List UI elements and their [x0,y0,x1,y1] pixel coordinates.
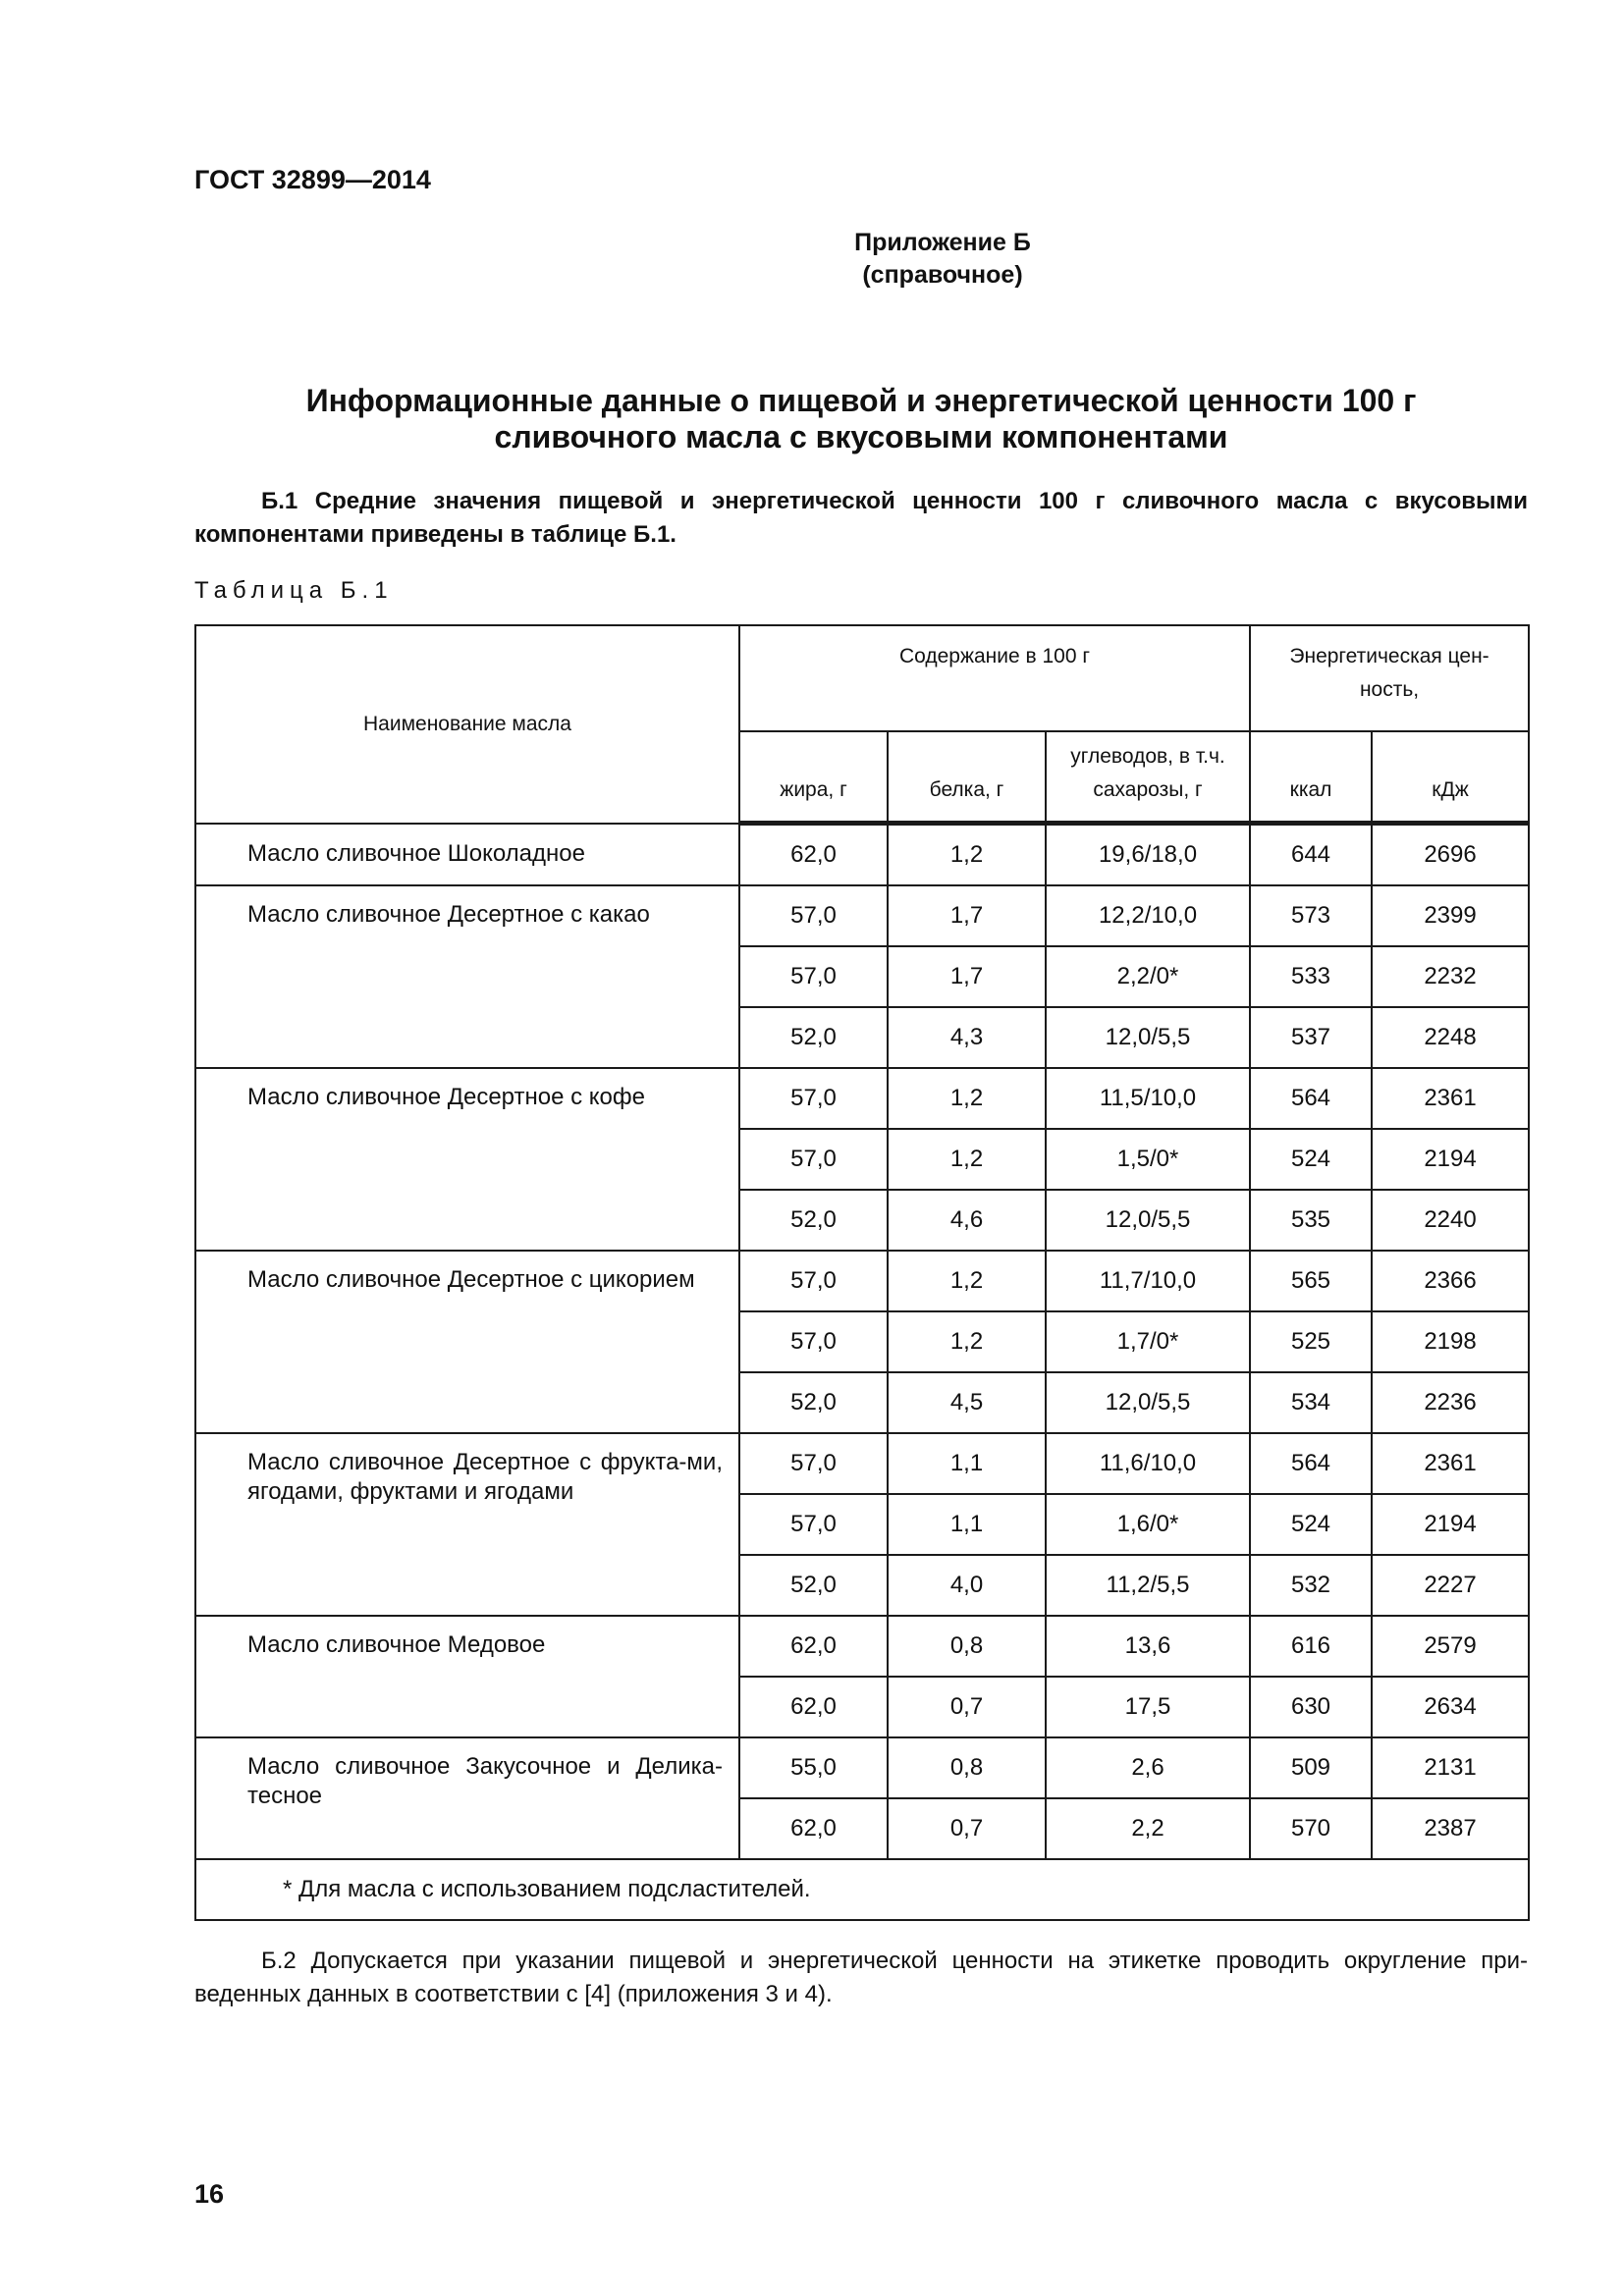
carbs-cell: 2,2/0* [1046,946,1250,1007]
protein-cell: 4,5 [888,1372,1046,1433]
protein-cell: 4,0 [888,1555,1046,1616]
kj-cell: 2232 [1372,946,1529,1007]
kcal-cell: 524 [1250,1494,1372,1555]
appendix-title: Приложение Б [854,229,1031,256]
header-carbs [1046,731,1250,824]
table-footnote: * Для масла с использованием подсластителей. [195,1859,1529,1920]
protein-cell: 4,3 [888,1007,1046,1068]
table-row [195,1616,1529,1677]
product-name-cell: Масло сливочное Десертное с какао [195,885,739,1068]
fat-cell: 62,0 [739,1798,888,1859]
protein-cell: 1,7 [888,885,1046,946]
kcal-cell: 525 [1250,1311,1372,1372]
product-name-cell: Масло сливочное Закусочное и Делика-тесное [195,1737,739,1859]
fat-cell: 52,0 [739,1190,888,1251]
product-name-cell: Масло сливочное Десертное с фрукта-ми, ягодами, фруктами и ягодами [195,1433,739,1616]
fat-cell: 55,0 [739,1737,888,1798]
kj-cell: 2634 [1372,1677,1529,1737]
standard-number: ГОСТ 32899—2014 [194,165,431,194]
kcal-cell: 570 [1250,1798,1372,1859]
carbs-cell: 1,7/0* [1046,1311,1250,1372]
carbs-cell: 17,5 [1046,1677,1250,1737]
kcal-cell: 535 [1250,1190,1372,1251]
document-title-line1: Информационные данные о пищевой и энергетической ценности 100 г [305,383,1417,418]
nutrition-table [194,624,1530,1921]
kj-cell: 2366 [1372,1251,1529,1311]
fat-cell: 57,0 [739,1311,888,1372]
kj-cell: 2194 [1372,1129,1529,1190]
header-carbs-line2: сахарозы, г [1093,778,1203,801]
protein-cell: 1,1 [888,1433,1046,1494]
kcal-cell: 524 [1250,1129,1372,1190]
carbs-cell: 12,0/5,5 [1046,1007,1250,1068]
fat-cell: 62,0 [739,1616,888,1677]
kj-cell: 2361 [1372,1433,1529,1494]
kcal-cell: 565 [1250,1251,1372,1311]
fat-cell: 57,0 [739,1433,888,1494]
table-footnote-row [195,1859,1529,1920]
kcal-cell: 537 [1250,1007,1372,1068]
protein-cell: 0,8 [888,1616,1046,1677]
carbs-cell: 12,0/5,5 [1046,1372,1250,1433]
kcal-cell: 509 [1250,1737,1372,1798]
table-row [195,1737,1529,1798]
fat-cell: 57,0 [739,1068,888,1129]
carbs-cell: 11,2/5,5 [1046,1555,1250,1616]
kcal-cell: 564 [1250,1068,1372,1129]
kcal-cell: 573 [1250,885,1372,946]
kcal-cell: 630 [1250,1677,1372,1737]
carbs-cell: 11,6/10,0 [1046,1433,1250,1494]
protein-cell: 1,2 [888,1251,1046,1311]
table-row [195,824,1529,886]
carbs-cell: 11,5/10,0 [1046,1068,1250,1129]
kcal-cell: 616 [1250,1616,1372,1677]
kj-cell: 2194 [1372,1494,1529,1555]
kcal-cell: 532 [1250,1555,1372,1616]
table-row [195,1433,1529,1494]
table-row [195,1068,1529,1129]
kj-cell: 2387 [1372,1798,1529,1859]
protein-cell: 1,1 [888,1494,1046,1555]
table-row [195,1251,1529,1311]
header-kcal: ккал [1250,731,1372,824]
fat-cell: 57,0 [739,1129,888,1190]
kj-cell: 2227 [1372,1555,1529,1616]
document-title [194,383,1528,455]
protein-cell: 1,2 [888,1129,1046,1190]
header-kj: кДж [1372,731,1529,824]
fat-cell: 62,0 [739,824,888,886]
fat-cell: 52,0 [739,1555,888,1616]
table-caption: Таблица Б.1 [194,577,394,604]
kj-cell: 2696 [1372,824,1529,886]
product-name-cell: Масло сливочное Десертное с кофе [195,1068,739,1251]
carbs-cell: 19,6/18,0 [1046,824,1250,886]
table-row [195,885,1529,946]
protein-cell: 1,2 [888,1311,1046,1372]
fat-cell: 52,0 [739,1372,888,1433]
fat-cell: 57,0 [739,885,888,946]
kj-cell: 2131 [1372,1737,1529,1798]
fat-cell: 57,0 [739,1251,888,1311]
kj-cell: 2399 [1372,885,1529,946]
kcal-cell: 644 [1250,824,1372,886]
protein-cell: 1,2 [888,824,1046,886]
kcal-cell: 564 [1250,1433,1372,1494]
fat-cell: 57,0 [739,946,888,1007]
paragraph-b1: Б.1 Средние значения пищевой и энергетической ценности 100 г сливочного масла с вкусовыми компонентами приведены в таблице Б.1. [194,488,1528,548]
kj-cell: 2579 [1372,1616,1529,1677]
carbs-cell: 11,7/10,0 [1046,1251,1250,1311]
protein-cell: 0,8 [888,1737,1046,1798]
header-content: Содержание в 100 г [739,625,1250,731]
protein-cell: 1,2 [888,1068,1046,1129]
product-name-cell: Масло сливочное Медовое [195,1616,739,1737]
kj-cell: 2240 [1372,1190,1529,1251]
document-title-line2: сливочного масла с вкусовыми компонентами [494,419,1228,454]
protein-cell: 0,7 [888,1798,1046,1859]
fat-cell: 62,0 [739,1677,888,1737]
kcal-cell: 534 [1250,1372,1372,1433]
carbs-cell: 13,6 [1046,1616,1250,1677]
carbs-cell: 1,5/0* [1046,1129,1250,1190]
product-name-cell: Масло сливочное Десертное с цикорием [195,1251,739,1433]
protein-cell: 1,7 [888,946,1046,1007]
header-energy-line2: ность, [1359,678,1420,701]
header-energy [1250,625,1529,731]
carbs-cell: 12,2/10,0 [1046,885,1250,946]
kj-cell: 2248 [1372,1007,1529,1068]
product-name-cell: Масло сливочное Шоколадное [195,824,739,886]
header-fat: жира, г [739,731,888,824]
header-name: Наименование масла [195,625,739,824]
appendix-subtitle: (справочное) [862,261,1023,289]
kj-cell: 2361 [1372,1068,1529,1129]
kj-cell: 2236 [1372,1372,1529,1433]
carbs-cell: 2,6 [1046,1737,1250,1798]
carbs-cell: 1,6/0* [1046,1494,1250,1555]
protein-cell: 4,6 [888,1190,1046,1251]
page-number: 16 [194,2179,225,2209]
protein-cell: 0,7 [888,1677,1046,1737]
header-energy-line1: Энергетическая цен- [1289,645,1489,667]
fat-cell: 52,0 [739,1007,888,1068]
paragraph-b2: Б.2 Допускается при указании пищевой и энергетической ценности на этикетке проводить округление при-веденных данных в соответствии с [4] (приложения 3 и 4). [194,1948,1528,2007]
carbs-cell: 2,2 [1046,1798,1250,1859]
carbs-cell: 12,0/5,5 [1046,1190,1250,1251]
fat-cell: 57,0 [739,1494,888,1555]
header-protein: белка, г [888,731,1046,824]
kcal-cell: 533 [1250,946,1372,1007]
header-carbs-line1: углеводов, в т.ч. [1070,745,1225,768]
kj-cell: 2198 [1372,1311,1529,1372]
